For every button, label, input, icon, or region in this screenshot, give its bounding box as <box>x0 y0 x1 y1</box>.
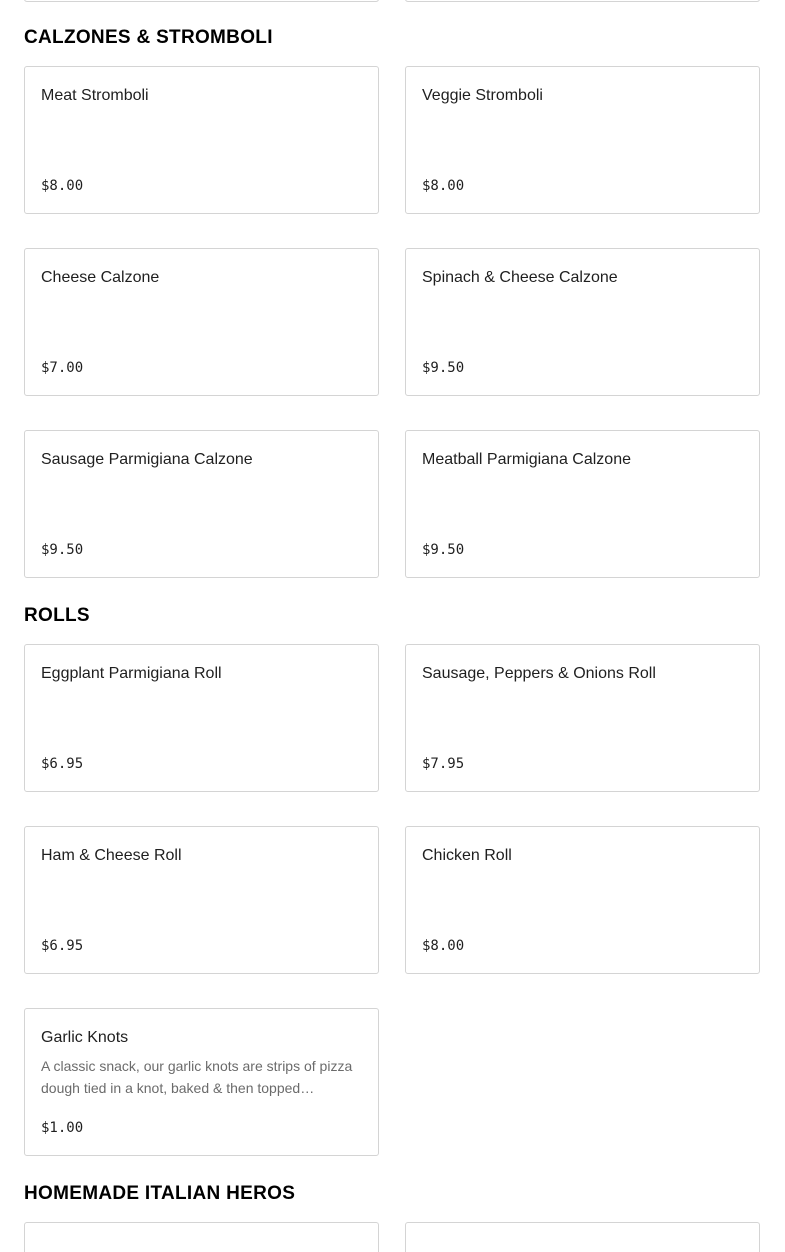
menu-item-price: $7.95 <box>422 756 465 772</box>
menu-item-card[interactable] <box>24 430 379 578</box>
menu-item-name: Sausage Parmigiana Calzone <box>41 451 253 468</box>
section-title-rolls: ROLLS <box>24 605 90 626</box>
menu-item-card[interactable] <box>405 826 760 974</box>
menu-item-name: Cheese Calzone <box>41 269 160 286</box>
menu-item-price: $9.50 <box>41 542 84 558</box>
menu-item-price: $8.00 <box>422 178 465 194</box>
menu-item-price: $9.50 <box>422 360 465 376</box>
menu-item-name: Garlic Knots <box>41 1029 129 1046</box>
menu-item-card[interactable] <box>24 248 379 396</box>
menu-item-card-partial[interactable] <box>405 1222 760 1252</box>
menu-item-price: $8.00 <box>422 938 465 954</box>
menu-item-name: Sausage, Peppers & Onions Roll <box>422 665 656 682</box>
menu-item-name: Chicken Roll <box>422 847 512 864</box>
menu-item-card[interactable] <box>405 66 760 214</box>
menu-item-card[interactable] <box>405 248 760 396</box>
section-title-calzones-stromboli: CALZONES & STROMBOLI <box>24 27 273 48</box>
menu-item-card-partial[interactable] <box>24 0 379 2</box>
menu-item-card-partial[interactable] <box>405 0 760 2</box>
menu-item-price: $1.00 <box>41 1120 84 1136</box>
menu-item-card[interactable] <box>24 1008 379 1156</box>
menu-item-description: A classic snack, our garlic knots are strips of pizza dough tied in a knot, baked & then topped… <box>41 1058 353 1096</box>
menu-item-price: $8.00 <box>41 178 84 194</box>
section-title-homemade-italian-heros: HOMEMADE ITALIAN HEROS <box>24 1183 296 1204</box>
menu-item-name: Meat Stromboli <box>41 87 149 104</box>
menu-item-name: Meatball Parmigiana Calzone <box>422 451 631 468</box>
menu-item-name: Ham & Cheese Roll <box>41 847 182 864</box>
menu-item-card[interactable] <box>405 430 760 578</box>
menu-item-card[interactable] <box>405 644 760 792</box>
menu-item-name: Veggie Stromboli <box>422 87 543 104</box>
menu-item-card[interactable] <box>24 66 379 214</box>
menu-item-name: Eggplant Parmigiana Roll <box>41 665 222 682</box>
menu-item-price: $7.00 <box>41 360 84 376</box>
menu-item-card-partial[interactable] <box>24 1222 379 1252</box>
menu-item-price: $6.95 <box>41 756 84 772</box>
menu-item-card[interactable] <box>24 826 379 974</box>
menu-item-price: $9.50 <box>422 542 465 558</box>
menu-item-card[interactable] <box>24 644 379 792</box>
menu-item-price: $6.95 <box>41 938 84 954</box>
menu-item-name: Spinach & Cheese Calzone <box>422 269 618 286</box>
